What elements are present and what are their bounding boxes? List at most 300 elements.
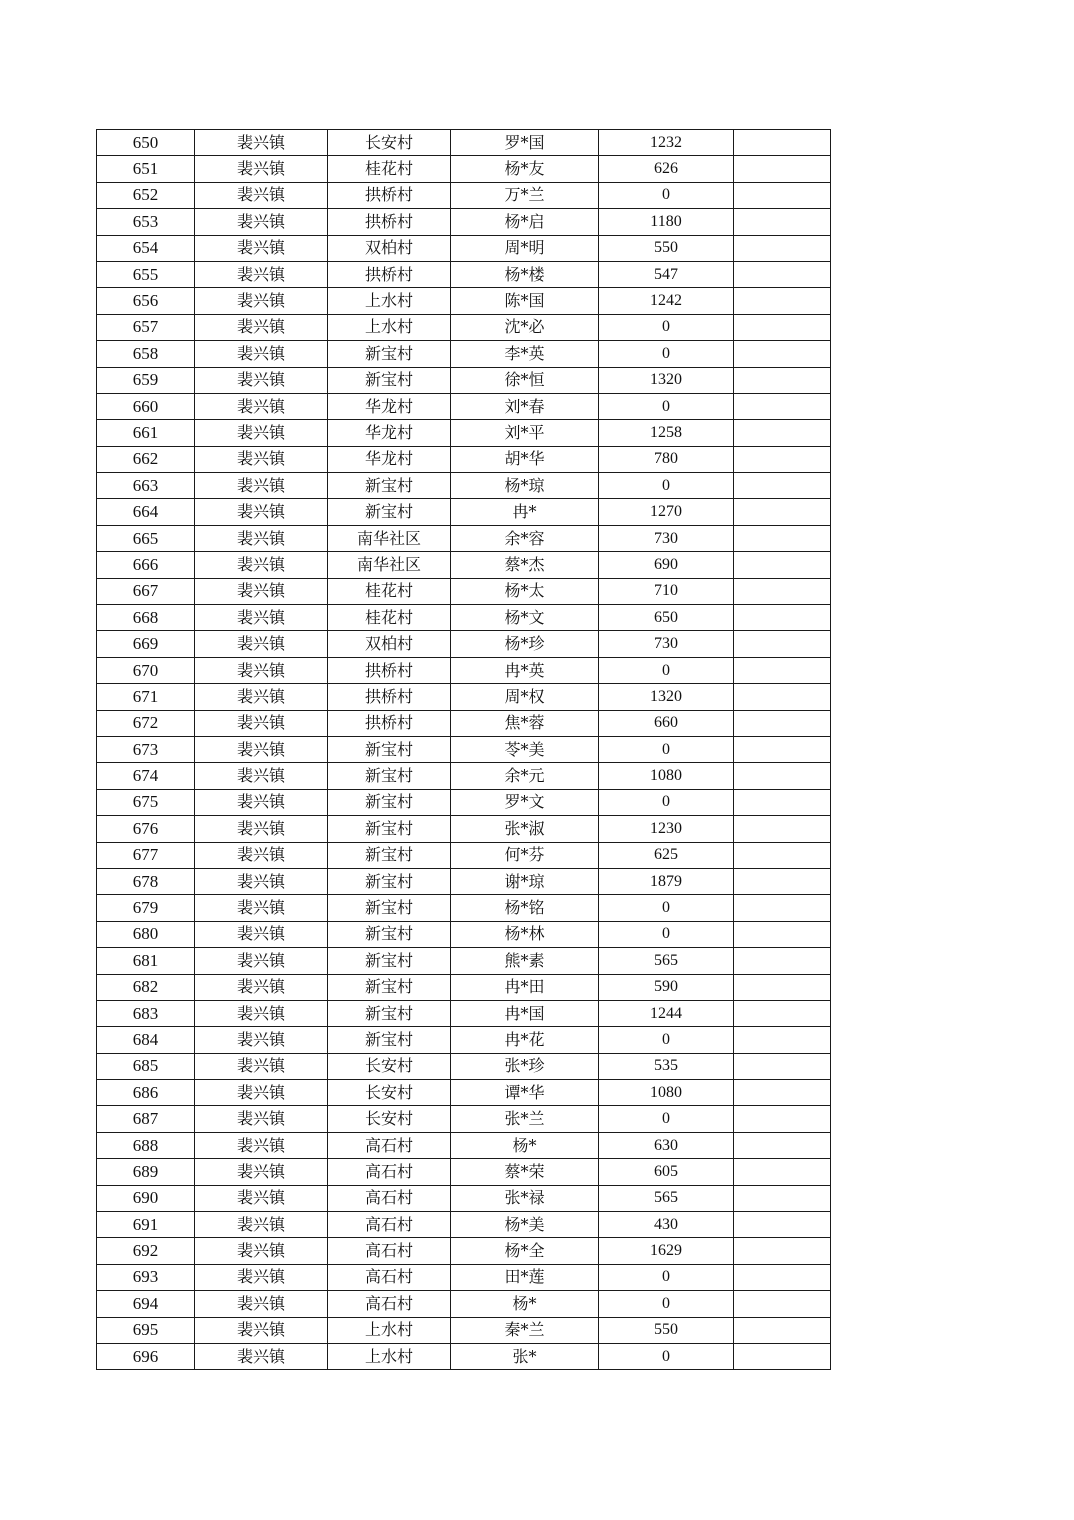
row-index-cell: 660 (97, 393, 195, 419)
village-cell: 长安村 (328, 1053, 451, 1079)
amount-cell: 0 (599, 895, 734, 921)
note-cell (734, 130, 831, 156)
table-row (97, 1291, 831, 1317)
table-row (97, 631, 831, 657)
name-cell: 陈*国 (451, 288, 599, 314)
row-index-cell: 683 (97, 1000, 195, 1026)
town-cell: 裴兴镇 (195, 684, 328, 710)
town-cell: 裴兴镇 (195, 631, 328, 657)
town-cell: 裴兴镇 (195, 816, 328, 842)
village-cell: 高石村 (328, 1132, 451, 1158)
table-row (97, 420, 831, 446)
name-cell: 沈*必 (451, 314, 599, 340)
note-cell (734, 499, 831, 525)
amount-cell: 550 (599, 1317, 734, 1343)
table-row (97, 341, 831, 367)
amount-cell: 0 (599, 657, 734, 683)
village-cell: 高石村 (328, 1291, 451, 1317)
table-row (97, 552, 831, 578)
table-row (97, 1343, 831, 1369)
amount-cell: 1879 (599, 868, 734, 894)
table-row (97, 288, 831, 314)
name-cell: 张*禄 (451, 1185, 599, 1211)
amount-cell: 605 (599, 1159, 734, 1185)
amount-cell: 547 (599, 261, 734, 287)
name-cell: 张*珍 (451, 1053, 599, 1079)
table-row (97, 816, 831, 842)
amount-cell: 0 (599, 182, 734, 208)
name-cell: 杨*琼 (451, 473, 599, 499)
table-row (97, 789, 831, 815)
village-cell: 桂花村 (328, 605, 451, 631)
row-index-cell: 692 (97, 1238, 195, 1264)
row-index-cell: 669 (97, 631, 195, 657)
amount-cell: 780 (599, 446, 734, 472)
row-index-cell: 668 (97, 605, 195, 631)
name-cell: 周*明 (451, 235, 599, 261)
town-cell: 裴兴镇 (195, 974, 328, 1000)
village-cell: 新宝村 (328, 736, 451, 762)
town-cell: 裴兴镇 (195, 1106, 328, 1132)
amount-cell: 1320 (599, 684, 734, 710)
table-row (97, 948, 831, 974)
row-index-cell: 694 (97, 1291, 195, 1317)
note-cell (734, 710, 831, 736)
amount-cell: 1629 (599, 1238, 734, 1264)
name-cell: 秦*兰 (451, 1317, 599, 1343)
row-index-cell: 657 (97, 314, 195, 340)
town-cell: 裴兴镇 (195, 1053, 328, 1079)
village-cell: 上水村 (328, 288, 451, 314)
village-cell: 长安村 (328, 1106, 451, 1132)
village-cell: 华龙村 (328, 420, 451, 446)
town-cell: 裴兴镇 (195, 1185, 328, 1211)
name-cell: 杨*启 (451, 209, 599, 235)
village-cell: 新宝村 (328, 1000, 451, 1026)
name-cell: 张*兰 (451, 1106, 599, 1132)
row-index-cell: 680 (97, 921, 195, 947)
row-index-cell: 681 (97, 948, 195, 974)
town-cell: 裴兴镇 (195, 235, 328, 261)
note-cell (734, 182, 831, 208)
name-cell: 冉*国 (451, 1000, 599, 1026)
data-table (96, 129, 831, 1370)
village-cell: 拱桥村 (328, 182, 451, 208)
amount-cell: 0 (599, 1343, 734, 1369)
row-index-cell: 665 (97, 525, 195, 551)
table-row (97, 605, 831, 631)
town-cell: 裴兴镇 (195, 499, 328, 525)
note-cell (734, 1080, 831, 1106)
row-index-cell: 671 (97, 684, 195, 710)
row-index-cell: 689 (97, 1159, 195, 1185)
row-index-cell: 691 (97, 1212, 195, 1238)
note-cell (734, 525, 831, 551)
amount-cell: 1080 (599, 1080, 734, 1106)
village-cell: 双柏村 (328, 235, 451, 261)
amount-cell: 1232 (599, 130, 734, 156)
amount-cell: 710 (599, 578, 734, 604)
name-cell: 杨*文 (451, 605, 599, 631)
amount-cell: 1270 (599, 499, 734, 525)
town-cell: 裴兴镇 (195, 130, 328, 156)
town-cell: 裴兴镇 (195, 789, 328, 815)
note-cell (734, 1027, 831, 1053)
town-cell: 裴兴镇 (195, 288, 328, 314)
note-cell (734, 420, 831, 446)
amount-cell: 630 (599, 1132, 734, 1158)
name-cell: 杨* (451, 1132, 599, 1158)
note-cell (734, 895, 831, 921)
row-index-cell: 695 (97, 1317, 195, 1343)
row-index-cell: 676 (97, 816, 195, 842)
note-cell (734, 156, 831, 182)
village-cell: 上水村 (328, 1343, 451, 1369)
row-index-cell: 677 (97, 842, 195, 868)
name-cell: 杨*全 (451, 1238, 599, 1264)
village-cell: 新宝村 (328, 499, 451, 525)
amount-cell: 0 (599, 921, 734, 947)
town-cell: 裴兴镇 (195, 710, 328, 736)
note-cell (734, 473, 831, 499)
table-row (97, 446, 831, 472)
amount-cell: 0 (599, 789, 734, 815)
table-row (97, 314, 831, 340)
town-cell: 裴兴镇 (195, 605, 328, 631)
village-cell: 新宝村 (328, 816, 451, 842)
table-row (97, 868, 831, 894)
amount-cell: 730 (599, 525, 734, 551)
row-index-cell: 666 (97, 552, 195, 578)
note-cell (734, 631, 831, 657)
note-cell (734, 868, 831, 894)
name-cell: 焦*蓉 (451, 710, 599, 736)
town-cell: 裴兴镇 (195, 736, 328, 762)
table-row (97, 736, 831, 762)
village-cell: 高石村 (328, 1264, 451, 1290)
note-cell (734, 763, 831, 789)
amount-cell: 0 (599, 1106, 734, 1132)
note-cell (734, 1238, 831, 1264)
town-cell: 裴兴镇 (195, 842, 328, 868)
village-cell: 上水村 (328, 1317, 451, 1343)
table-row (97, 1185, 831, 1211)
town-cell: 裴兴镇 (195, 895, 328, 921)
note-cell (734, 1106, 831, 1132)
note-cell (734, 261, 831, 287)
village-cell: 长安村 (328, 1080, 451, 1106)
table-row (97, 235, 831, 261)
name-cell: 杨*太 (451, 578, 599, 604)
note-cell (734, 921, 831, 947)
row-index-cell: 688 (97, 1132, 195, 1158)
note-cell (734, 393, 831, 419)
name-cell: 熊*素 (451, 948, 599, 974)
row-index-cell: 682 (97, 974, 195, 1000)
village-cell: 新宝村 (328, 948, 451, 974)
town-cell: 裴兴镇 (195, 314, 328, 340)
amount-cell: 0 (599, 1291, 734, 1317)
table-row (97, 1264, 831, 1290)
amount-cell: 0 (599, 736, 734, 762)
village-cell: 新宝村 (328, 1027, 451, 1053)
table-row (97, 182, 831, 208)
name-cell: 杨*林 (451, 921, 599, 947)
table-row (97, 525, 831, 551)
village-cell: 新宝村 (328, 921, 451, 947)
town-cell: 裴兴镇 (195, 525, 328, 551)
note-cell (734, 341, 831, 367)
amount-cell: 0 (599, 393, 734, 419)
village-cell: 新宝村 (328, 895, 451, 921)
row-index-cell: 656 (97, 288, 195, 314)
name-cell: 刘*平 (451, 420, 599, 446)
table-row (97, 473, 831, 499)
table-row (97, 842, 831, 868)
row-index-cell: 696 (97, 1343, 195, 1369)
name-cell: 杨* (451, 1291, 599, 1317)
amount-cell: 535 (599, 1053, 734, 1079)
table-row (97, 1080, 831, 1106)
note-cell (734, 578, 831, 604)
note-cell (734, 209, 831, 235)
town-cell: 裴兴镇 (195, 1132, 328, 1158)
note-cell (734, 1000, 831, 1026)
town-cell: 裴兴镇 (195, 1238, 328, 1264)
row-index-cell: 679 (97, 895, 195, 921)
amount-cell: 0 (599, 1264, 734, 1290)
name-cell: 余*元 (451, 763, 599, 789)
table-row (97, 1212, 831, 1238)
village-cell: 高石村 (328, 1212, 451, 1238)
name-cell: 张*淑 (451, 816, 599, 842)
village-cell: 拱桥村 (328, 710, 451, 736)
row-index-cell: 675 (97, 789, 195, 815)
town-cell: 裴兴镇 (195, 209, 328, 235)
name-cell: 冉* (451, 499, 599, 525)
name-cell: 冉*花 (451, 1027, 599, 1053)
row-index-cell: 664 (97, 499, 195, 525)
note-cell (734, 948, 831, 974)
table-row (97, 763, 831, 789)
amount-cell: 660 (599, 710, 734, 736)
row-index-cell: 663 (97, 473, 195, 499)
village-cell: 新宝村 (328, 763, 451, 789)
row-index-cell: 686 (97, 1080, 195, 1106)
row-index-cell: 659 (97, 367, 195, 393)
village-cell: 高石村 (328, 1185, 451, 1211)
town-cell: 裴兴镇 (195, 446, 328, 472)
name-cell: 蔡*杰 (451, 552, 599, 578)
town-cell: 裴兴镇 (195, 1264, 328, 1290)
note-cell (734, 1343, 831, 1369)
name-cell: 李*英 (451, 341, 599, 367)
village-cell: 新宝村 (328, 341, 451, 367)
village-cell: 新宝村 (328, 789, 451, 815)
village-cell: 拱桥村 (328, 261, 451, 287)
town-cell: 裴兴镇 (195, 948, 328, 974)
table-row (97, 1000, 831, 1026)
note-cell (734, 1132, 831, 1158)
row-index-cell: 673 (97, 736, 195, 762)
row-index-cell: 654 (97, 235, 195, 261)
table-row (97, 895, 831, 921)
amount-cell: 0 (599, 314, 734, 340)
name-cell: 罗*国 (451, 130, 599, 156)
name-cell: 谢*琼 (451, 868, 599, 894)
town-cell: 裴兴镇 (195, 473, 328, 499)
name-cell: 杨*珍 (451, 631, 599, 657)
table-row (97, 156, 831, 182)
village-cell: 新宝村 (328, 842, 451, 868)
row-index-cell: 650 (97, 130, 195, 156)
village-cell: 拱桥村 (328, 209, 451, 235)
note-cell (734, 1317, 831, 1343)
town-cell: 裴兴镇 (195, 1317, 328, 1343)
name-cell: 冉*英 (451, 657, 599, 683)
village-cell: 南华社区 (328, 552, 451, 578)
note-cell (734, 1159, 831, 1185)
note-cell (734, 684, 831, 710)
town-cell: 裴兴镇 (195, 1159, 328, 1185)
name-cell: 杨*友 (451, 156, 599, 182)
table-row (97, 974, 831, 1000)
amount-cell: 650 (599, 605, 734, 631)
note-cell (734, 816, 831, 842)
town-cell: 裴兴镇 (195, 1343, 328, 1369)
amount-cell: 1244 (599, 1000, 734, 1026)
amount-cell: 565 (599, 948, 734, 974)
town-cell: 裴兴镇 (195, 341, 328, 367)
town-cell: 裴兴镇 (195, 156, 328, 182)
town-cell: 裴兴镇 (195, 1027, 328, 1053)
note-cell (734, 1264, 831, 1290)
village-cell: 新宝村 (328, 974, 451, 1000)
note-cell (734, 552, 831, 578)
table-body (97, 130, 831, 1370)
table-row (97, 710, 831, 736)
note-cell (734, 842, 831, 868)
note-cell (734, 1212, 831, 1238)
amount-cell: 590 (599, 974, 734, 1000)
row-index-cell: 685 (97, 1053, 195, 1079)
amount-cell: 730 (599, 631, 734, 657)
town-cell: 裴兴镇 (195, 552, 328, 578)
town-cell: 裴兴镇 (195, 1000, 328, 1026)
table-row (97, 578, 831, 604)
amount-cell: 1320 (599, 367, 734, 393)
note-cell (734, 736, 831, 762)
table-row (97, 261, 831, 287)
row-index-cell: 652 (97, 182, 195, 208)
amount-cell: 1242 (599, 288, 734, 314)
village-cell: 桂花村 (328, 156, 451, 182)
village-cell: 拱桥村 (328, 657, 451, 683)
table-row (97, 1317, 831, 1343)
amount-cell: 1258 (599, 420, 734, 446)
row-index-cell: 690 (97, 1185, 195, 1211)
note-cell (734, 789, 831, 815)
town-cell: 裴兴镇 (195, 420, 328, 446)
table-row (97, 367, 831, 393)
table-row (97, 1159, 831, 1185)
table-row (97, 1238, 831, 1264)
table-row (97, 209, 831, 235)
amount-cell: 1230 (599, 816, 734, 842)
row-index-cell: 658 (97, 341, 195, 367)
table-row (97, 393, 831, 419)
name-cell: 苓*美 (451, 736, 599, 762)
town-cell: 裴兴镇 (195, 868, 328, 894)
table-row (97, 921, 831, 947)
row-index-cell: 684 (97, 1027, 195, 1053)
village-cell: 新宝村 (328, 473, 451, 499)
note-cell (734, 288, 831, 314)
town-cell: 裴兴镇 (195, 393, 328, 419)
town-cell: 裴兴镇 (195, 657, 328, 683)
amount-cell: 550 (599, 235, 734, 261)
amount-cell: 1180 (599, 209, 734, 235)
town-cell: 裴兴镇 (195, 1212, 328, 1238)
row-index-cell: 661 (97, 420, 195, 446)
village-cell: 高石村 (328, 1238, 451, 1264)
row-index-cell: 670 (97, 657, 195, 683)
row-index-cell: 674 (97, 763, 195, 789)
name-cell: 刘*春 (451, 393, 599, 419)
name-cell: 胡*华 (451, 446, 599, 472)
town-cell: 裴兴镇 (195, 921, 328, 947)
name-cell: 张* (451, 1343, 599, 1369)
note-cell (734, 657, 831, 683)
town-cell: 裴兴镇 (195, 763, 328, 789)
name-cell: 杨*楼 (451, 261, 599, 287)
note-cell (734, 367, 831, 393)
note-cell (734, 974, 831, 1000)
village-cell: 新宝村 (328, 868, 451, 894)
amount-cell: 626 (599, 156, 734, 182)
town-cell: 裴兴镇 (195, 1080, 328, 1106)
table-row (97, 1106, 831, 1132)
village-cell: 长安村 (328, 130, 451, 156)
name-cell: 冉*田 (451, 974, 599, 1000)
village-cell: 双柏村 (328, 631, 451, 657)
name-cell: 何*芬 (451, 842, 599, 868)
village-cell: 拱桥村 (328, 684, 451, 710)
row-index-cell: 655 (97, 261, 195, 287)
amount-cell: 0 (599, 473, 734, 499)
row-index-cell: 653 (97, 209, 195, 235)
note-cell (734, 235, 831, 261)
amount-cell: 1080 (599, 763, 734, 789)
note-cell (734, 605, 831, 631)
name-cell: 周*权 (451, 684, 599, 710)
row-index-cell: 651 (97, 156, 195, 182)
amount-cell: 430 (599, 1212, 734, 1238)
town-cell: 裴兴镇 (195, 367, 328, 393)
table-row (97, 657, 831, 683)
row-index-cell: 667 (97, 578, 195, 604)
amount-cell: 625 (599, 842, 734, 868)
village-cell: 上水村 (328, 314, 451, 340)
amount-cell: 690 (599, 552, 734, 578)
village-cell: 高石村 (328, 1159, 451, 1185)
row-index-cell: 662 (97, 446, 195, 472)
village-cell: 华龙村 (328, 393, 451, 419)
name-cell: 杨*铭 (451, 895, 599, 921)
note-cell (734, 1185, 831, 1211)
table-row (97, 1132, 831, 1158)
note-cell (734, 1053, 831, 1079)
